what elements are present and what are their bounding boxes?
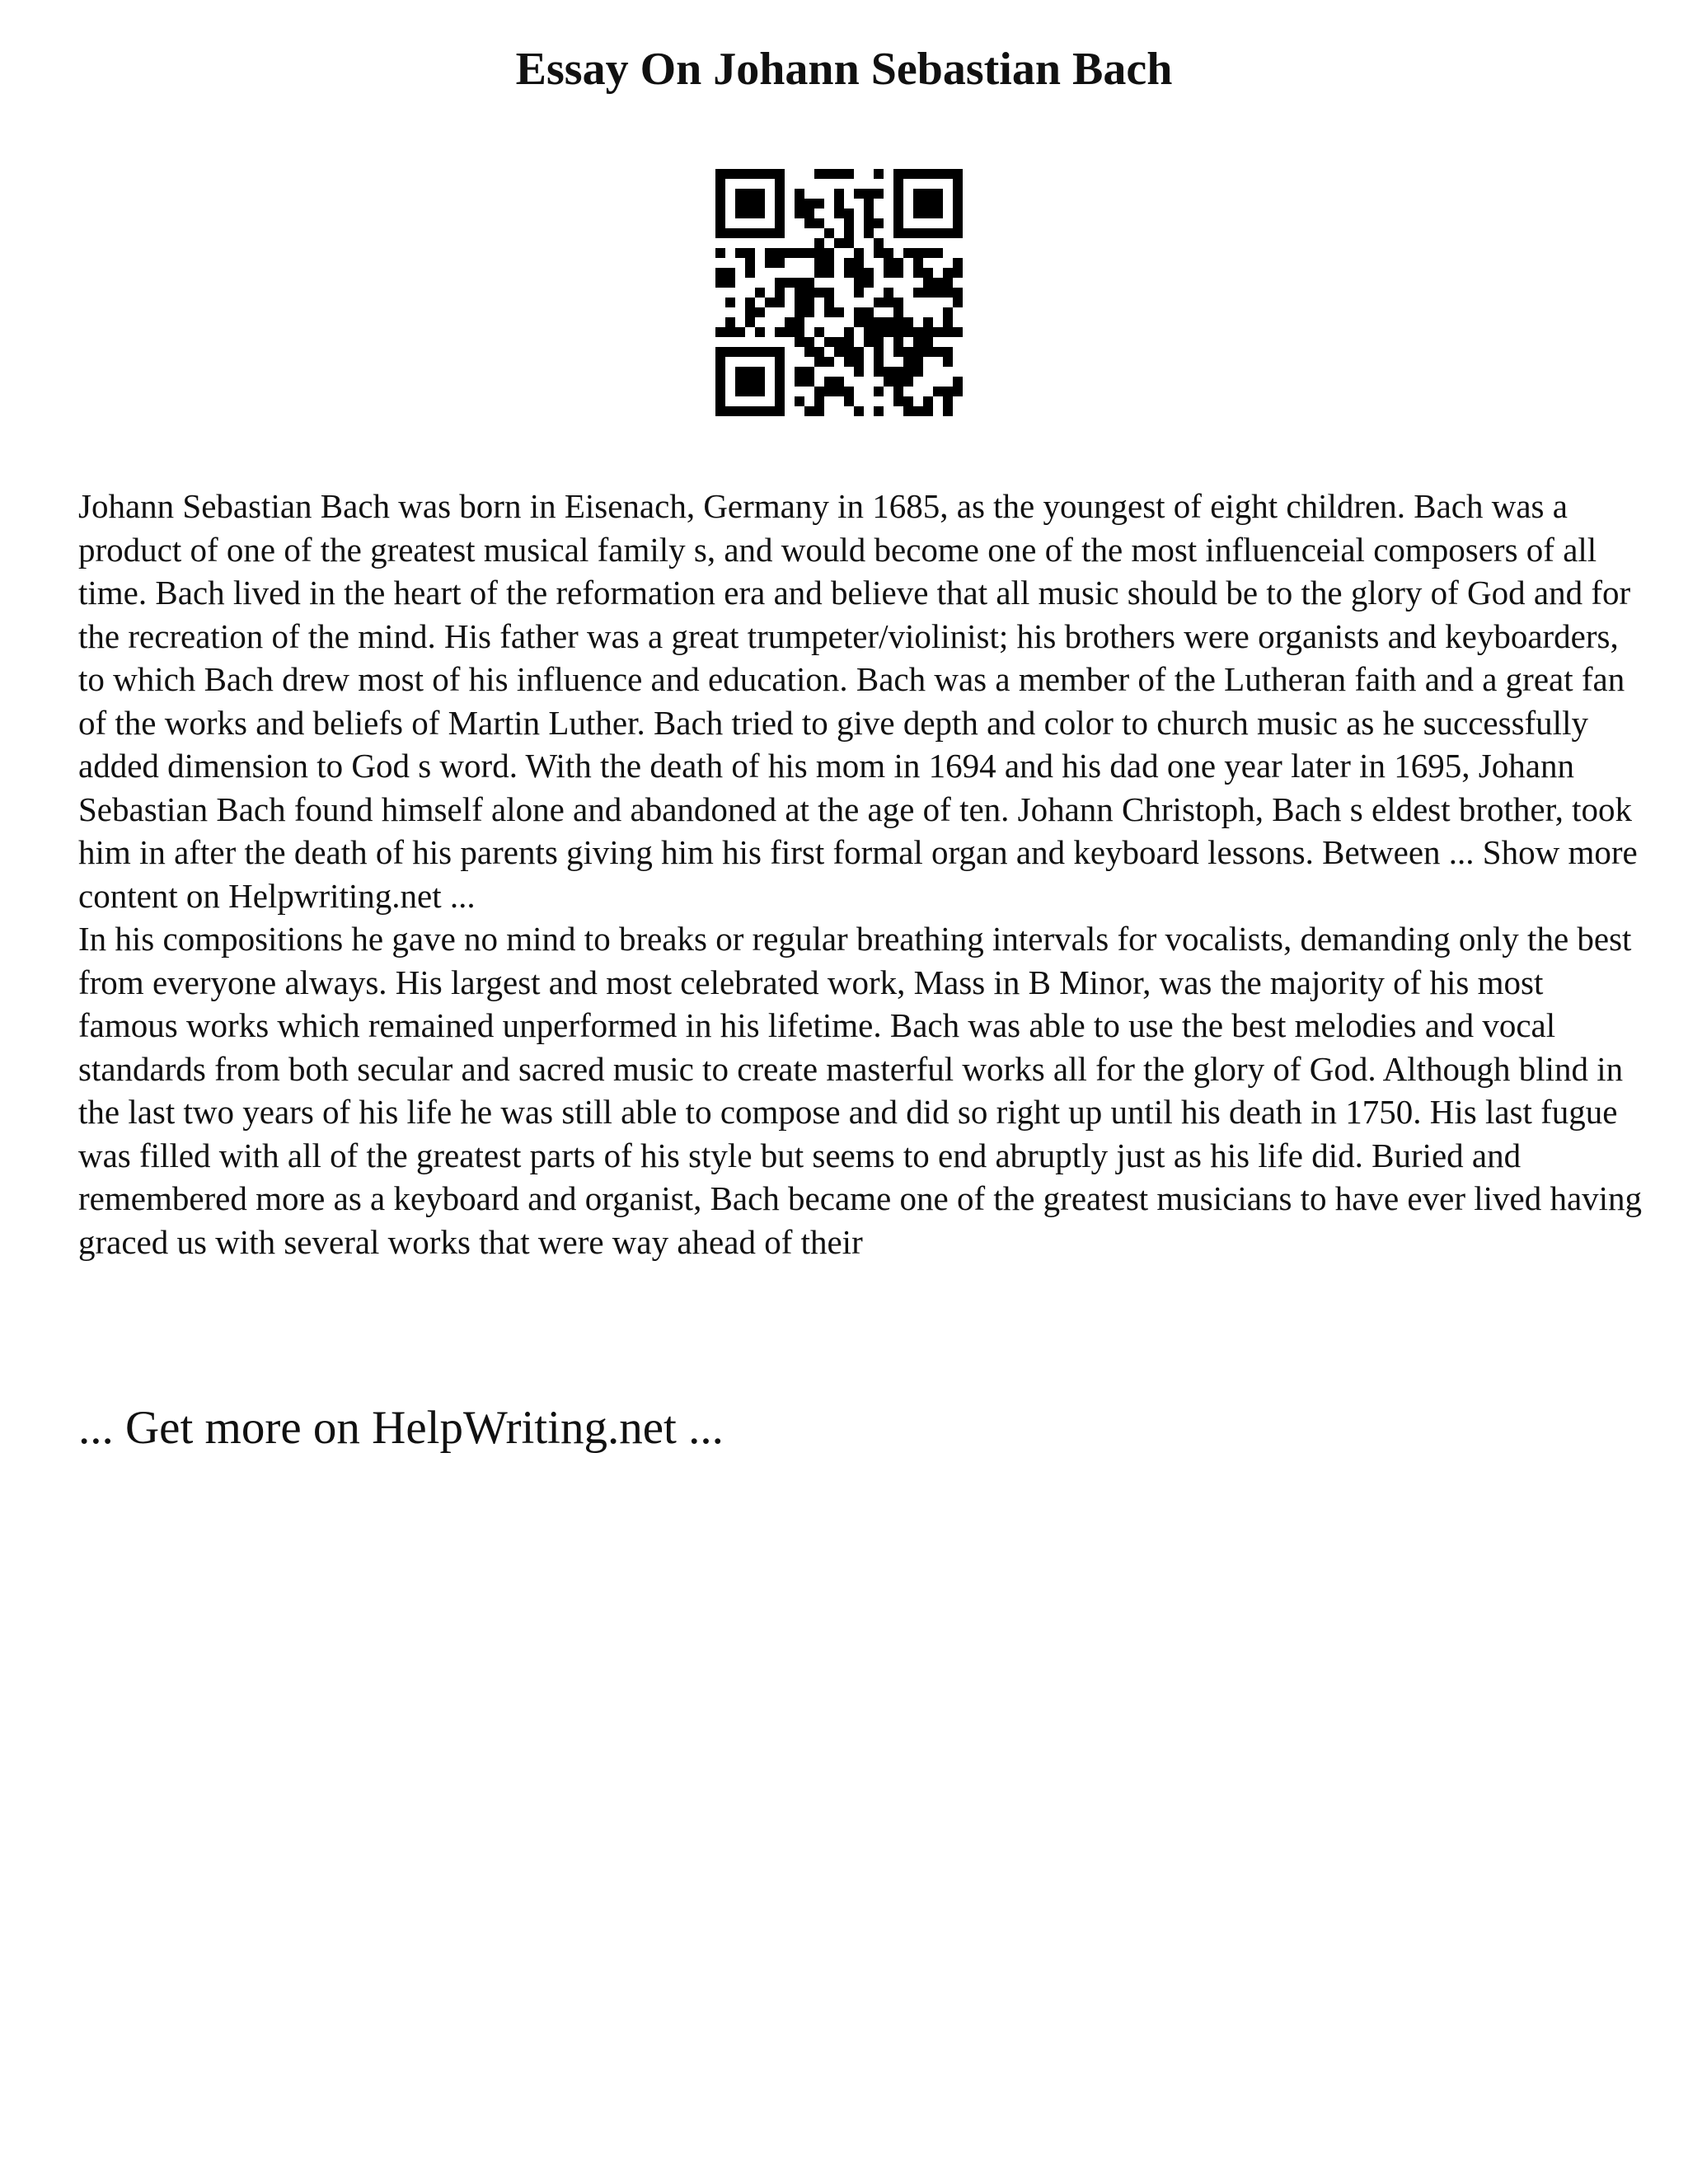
essay-body <box>78 485 1644 1263</box>
qr-code-icon <box>715 169 963 416</box>
get-more-link[interactable]: ... Get more on HelpWriting.net ... <box>78 1402 724 1454</box>
paragraph-compositions: In his compositions he gave no mind to breaks or regular breathing intervals for vocalists, demanding only the best from everyone always. His largest and most celebrated work, Mass in B Minor, was the majority of his most famous works which remained unperformed in his lifetime. Bach was able to use the best melodies and vocal standards from both secular and sacred music to create masterful works all for the glory of God. Although blind in the last two years of his life he was still able to compose and did so right up until his death in 1750. His last fugue was filled with all of the greatest parts of his style but seems to end abruptly just as his life did. Buried and remembered more as a keyboard and organist, Bach became one of the greatest musicians to have ever lived having graced us with several works that were way ahead of their <box>78 920 1643 1261</box>
paragraph-intro: Johann Sebastian Bach was born in Eisenach, Germany in 1685, as the youngest of eight children. Bach was a product of one of the greatest musical family s, and would become one of the most influenceial composers of all time. Bach lived in the heart of the reformation era and believe that all music should be to the glory of God and for the recreation of the mind. His father was a great trumpeter/violinist; his brothers were organists and keyboarders, to which Bach drew most of his influence and education. Bach was a member of the Lutheran faith and a great fan of the works and beliefs of Martin Luther. Bach tried to give depth and color to church music as he successfully added dimension to God s word. With the death of his mom in 1694 and his dad one year later in 1695, Johann Sebastian Bach found himself alone and abandoned at the age of ten. Johann Christoph, Bach s eldest brother, took him in after the death of his parents giving him his first formal organ and keyboard lessons. Between ... Show more content on Helpwriting.net ... <box>78 487 1638 915</box>
page-title: Essay On Johann Sebastian Bach <box>515 44 1173 95</box>
